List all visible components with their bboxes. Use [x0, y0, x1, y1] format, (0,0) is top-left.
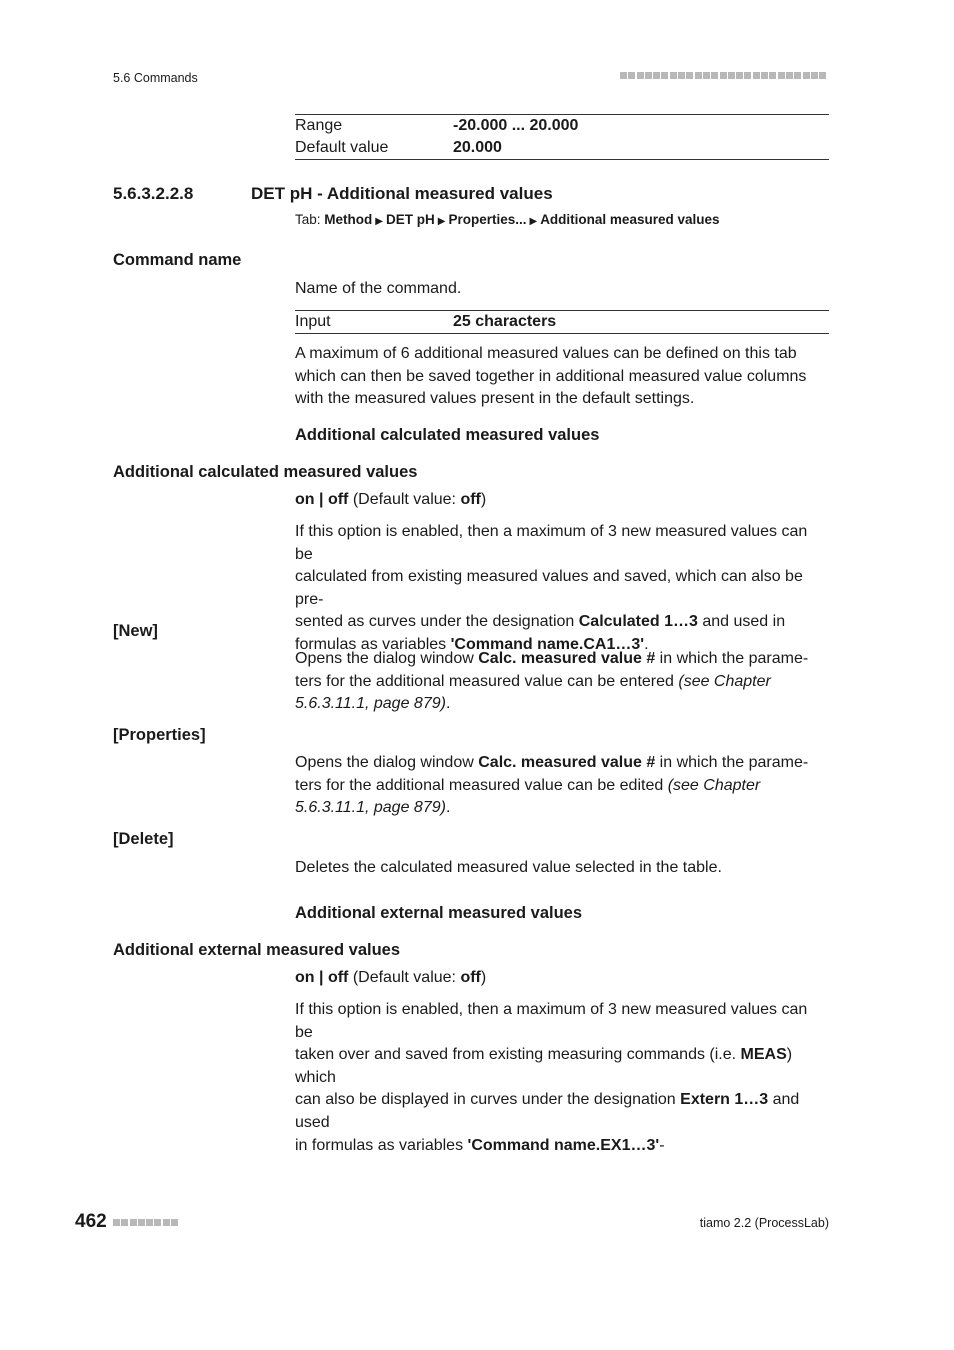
default-value: 20.000 — [453, 139, 502, 156]
text-line: formulas as variables 'Command name.CA1…3'. — [295, 635, 649, 653]
text-line: can also be displayed in curves under the designation Extern 1…3 and used — [295, 1091, 800, 1131]
text-line: Opens the dialog window Calc. measured value # in which the parame- — [295, 650, 809, 667]
default-key: Default value — [295, 139, 389, 156]
page-number: 462 — [75, 1211, 107, 1232]
decor-square — [711, 72, 718, 79]
decor-square — [163, 1219, 170, 1226]
decor-square — [661, 72, 668, 79]
decor-square — [620, 72, 627, 79]
decor-square — [744, 72, 751, 79]
properties-paragraph — [295, 752, 829, 820]
on-option: on — [295, 969, 315, 986]
decor-square — [703, 72, 710, 79]
decor-square — [670, 72, 677, 79]
triangle-right-icon: ▶ — [375, 216, 383, 227]
tab-path-item: Properties... — [448, 212, 527, 227]
table-row — [295, 311, 829, 333]
ext-heading: Additional external measured values — [113, 941, 401, 959]
range-table — [295, 114, 829, 160]
input-value: 25 characters — [453, 313, 557, 330]
decor-square — [769, 72, 776, 79]
default-value: off — [460, 969, 481, 986]
section-title: DET pH - Additional measured values — [251, 184, 553, 203]
off-option: off — [327, 491, 349, 508]
product-name: tiamo 2.2 (ProcessLab) — [699, 1216, 829, 1230]
decor-square — [146, 1219, 153, 1226]
decor-square — [736, 72, 743, 79]
decor-square — [645, 72, 652, 79]
tab-path — [295, 212, 720, 227]
decor-square — [678, 72, 685, 79]
ext-subheading: Additional external measured values — [295, 904, 583, 922]
separator: | — [319, 969, 324, 986]
decor-square — [778, 72, 785, 79]
running-header: 5.6 Commands — [113, 71, 198, 85]
text-line: which can then be saved together in additional measured value columns — [295, 367, 807, 385]
decor-square — [628, 72, 635, 79]
command-name-paragraph — [295, 343, 829, 411]
text-line: If this option is enabled, then a maximum of 3 new measured values can be — [295, 1001, 808, 1041]
decor-square — [720, 72, 727, 79]
text-line: calculated from existing measured values and saved, which can also be pre- — [295, 568, 803, 608]
decor-square — [130, 1219, 137, 1226]
decor-square — [753, 72, 760, 79]
input-key: Input — [295, 313, 331, 330]
tab-path-item: Method — [324, 212, 373, 227]
decor-square — [728, 72, 735, 79]
input-table — [295, 310, 829, 334]
range-key: Range — [295, 117, 343, 134]
table-row — [295, 115, 829, 137]
decor-square — [811, 72, 818, 79]
default-label: (Default value: — [352, 969, 461, 986]
text-line: ters for the additional measured value can be entered (see Chapter — [295, 672, 771, 690]
off-option: off — [327, 969, 349, 986]
decor-square — [786, 72, 793, 79]
text-line: sented as curves under the designation Calculated 1…3 and used in — [295, 613, 786, 631]
text-line: 5.6.3.11.1, page 879). — [295, 695, 451, 713]
decor-square — [653, 72, 660, 79]
text-line: with the measured values present in the default settings. — [295, 390, 695, 408]
ext-paragraph — [295, 999, 829, 1157]
on-option: on — [295, 491, 315, 508]
tab-path-prefix: Tab: — [295, 212, 321, 227]
triangle-right-icon: ▶ — [529, 216, 538, 227]
command-name-description: Name of the command. — [295, 280, 462, 297]
tab-path-item: DET pH — [386, 212, 435, 227]
text-line: 5.6.3.11.1, page 879). — [295, 799, 451, 817]
decor-square — [686, 72, 693, 79]
decor-square — [171, 1219, 178, 1226]
decor-square — [138, 1219, 145, 1226]
footer-decoration — [113, 1219, 179, 1237]
decor-square — [121, 1219, 128, 1226]
properties-heading: [Properties] — [113, 726, 206, 744]
decor-square — [637, 72, 644, 79]
calc-paragraph — [295, 521, 829, 657]
new-heading: [New] — [113, 622, 158, 640]
decor-square — [794, 72, 801, 79]
decor-square — [803, 72, 810, 79]
delete-heading: [Delete] — [113, 830, 174, 848]
text-line: Opens the dialog window Calc. measured value # in which the parame- — [295, 754, 809, 771]
decor-square — [695, 72, 702, 79]
text-line: A maximum of 6 additional measured values can be defined on this tab — [295, 345, 797, 362]
ext-onoff — [295, 967, 829, 990]
calc-heading: Additional calculated measured values — [113, 463, 418, 481]
command-name-heading: Command name — [113, 251, 242, 269]
tab-path-item: Additional measured values — [540, 212, 720, 227]
decor-square — [113, 1219, 120, 1226]
default-close: ) — [480, 491, 487, 508]
text-line: ters for the additional measured value can be edited (see Chapter — [295, 776, 761, 794]
range-value: -20.000 ... 20.000 — [453, 117, 579, 134]
text-line: taken over and saved from existing measuring commands (i.e. MEAS) which — [295, 1046, 793, 1086]
triangle-right-icon: ▶ — [437, 216, 446, 227]
header-decoration — [620, 72, 829, 81]
text-line: If this option is enabled, then a maximum of 3 new measured values can be — [295, 523, 808, 563]
decor-square — [819, 72, 826, 79]
new-paragraph — [295, 648, 829, 716]
default-label: (Default value: — [352, 491, 461, 508]
table-row — [295, 137, 829, 159]
calc-subheading: Additional calculated measured values — [295, 426, 600, 444]
default-value: off — [460, 491, 481, 508]
delete-paragraph: Deletes the calculated measured value selected in the table. — [295, 859, 722, 876]
default-close: ) — [480, 969, 487, 986]
decor-square — [154, 1219, 161, 1226]
section-number: 5.6.3.2.2.8 — [113, 184, 194, 203]
text-line: in formulas as variables 'Command name.EX1…3'- — [295, 1136, 665, 1154]
decor-square — [761, 72, 768, 79]
separator: | — [319, 491, 324, 508]
calc-onoff — [295, 489, 829, 512]
